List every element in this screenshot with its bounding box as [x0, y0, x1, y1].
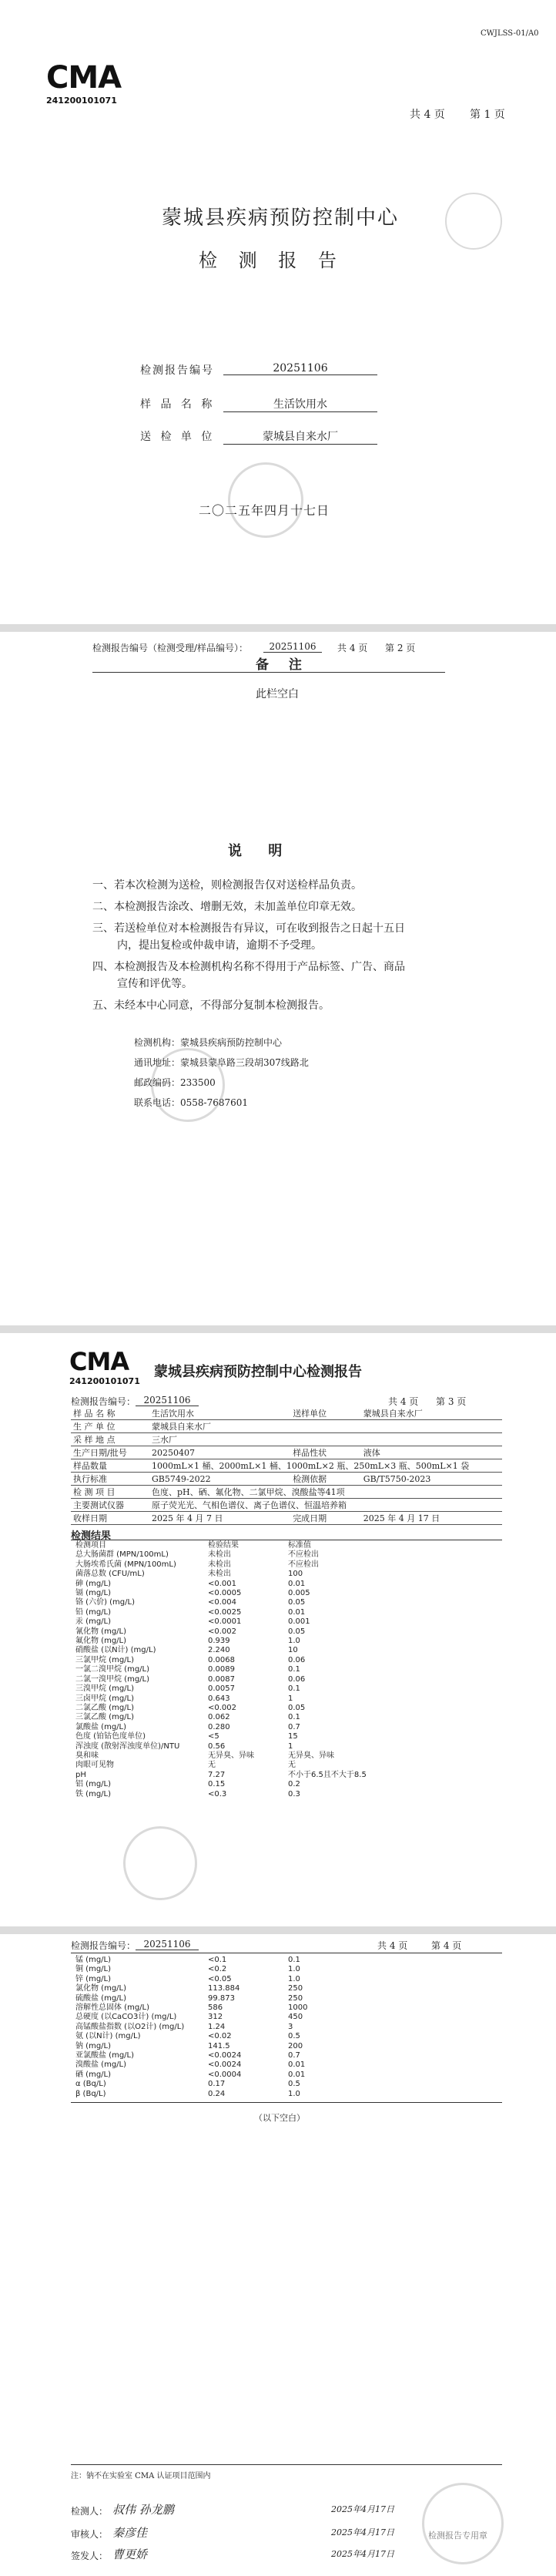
- result-value: 0.56: [208, 1741, 226, 1751]
- result-item: 铅 (mg/L): [75, 1607, 112, 1617]
- result-standard: 不小于6.5且不大于8.5: [288, 1770, 367, 1779]
- result-item: 铁 (mg/L): [75, 1789, 112, 1798]
- result-value: <0.02: [208, 2032, 232, 2041]
- field-value-submitter: 蒙城县自来水厂: [223, 428, 377, 445]
- result-value: <5: [208, 1732, 219, 1741]
- table-row: [74, 2080, 397, 2089]
- result-value: 7.27: [208, 1770, 226, 1779]
- result-item: 溴酸盐 (mg/L): [75, 2060, 127, 2070]
- result-item: 二氯乙酸 (mg/L): [75, 1703, 135, 1712]
- result-standard: 0.7: [288, 2051, 300, 2060]
- result-standard: 0.01: [288, 1579, 306, 1588]
- field-value-sample-name: 生活饮用水: [223, 396, 377, 412]
- result-value: <0.0024: [208, 2051, 242, 2060]
- result-value: 未检出: [208, 1560, 231, 1569]
- result-standard: 0.01: [288, 1607, 306, 1617]
- info-label: 完成日期: [290, 1512, 361, 1525]
- result-item: 三氯乙酸 (mg/L): [75, 1713, 135, 1722]
- info-value: 原子荧光光、气相色谱仪、离子色谱仪、恒温培养箱: [149, 1499, 502, 1512]
- result-value: 2.240: [208, 1646, 230, 1655]
- contact-org: 检测机构：蒙城县疾病预防控制中心: [134, 1037, 283, 1048]
- result-item: α (Bq/L): [75, 2080, 106, 2089]
- table-row: [74, 1994, 397, 2003]
- result-standard: 0.06: [288, 1655, 306, 1664]
- info-label: 执行标准: [71, 1473, 149, 1486]
- result-item: 溶解性总固体 (mg/L): [75, 2003, 150, 2013]
- info-row: [71, 1473, 502, 1486]
- header-standard: 标准值: [288, 1541, 311, 1550]
- result-value: 0.0057: [208, 1684, 235, 1694]
- result-value: 0.280: [208, 1722, 230, 1731]
- info-row: [71, 1512, 502, 1525]
- result-item: 铬 (六价) (mg/L): [75, 1598, 135, 1607]
- result-standard: 100: [288, 1570, 303, 1579]
- result-value: <0.3: [208, 1789, 227, 1798]
- sig-date-tester: 2025年4月17日: [331, 2504, 394, 2514]
- result-value: 141.5: [208, 2041, 230, 2050]
- result-item: 硒 (mg/L): [75, 2070, 112, 2079]
- table-row: [74, 1956, 397, 1965]
- result-standard: 0.5: [288, 2032, 300, 2041]
- cma-logo: [46, 60, 121, 106]
- result-value: <0.0024: [208, 2060, 242, 2070]
- result-value: <0.0001: [208, 1617, 242, 1627]
- info-label: 送样单位: [290, 1407, 361, 1420]
- result-standard: 250: [288, 1993, 303, 2003]
- result-standard: 1.0: [288, 1965, 300, 1974]
- result-standard: 0.1: [288, 1956, 300, 1964]
- results-page-1: [0, 1333, 556, 1926]
- result-value: <0.2: [208, 1965, 227, 1974]
- info-value: 液体: [361, 1446, 502, 1459]
- official-seal-page2: [151, 1048, 225, 1122]
- result-item: 三卤甲烷 (mg/L): [75, 1694, 135, 1703]
- table-row: [74, 2060, 397, 2070]
- result-item: 菌落总数 (CFU/mL): [75, 1570, 145, 1579]
- result-value: 0.939: [208, 1637, 230, 1646]
- result-item: 三氯甲烷 (mg/L): [75, 1655, 135, 1664]
- result-standard: 0.1: [288, 1684, 300, 1694]
- page4-total: 共 4 页: [377, 1940, 408, 1951]
- table-row: [74, 1694, 397, 1704]
- results-table-2: [74, 1956, 397, 2099]
- result-value: 0.0087: [208, 1674, 235, 1684]
- table-row: [74, 1675, 397, 1684]
- table-row: [74, 1656, 397, 1665]
- info-label: 样品数量: [71, 1459, 149, 1473]
- info-label: 生 产 单 位: [71, 1420, 149, 1433]
- header-result: 检验结果: [208, 1541, 239, 1550]
- info-row: [71, 1407, 502, 1420]
- sig-role-tester: 检测人：: [71, 2506, 109, 2517]
- info-value: GB5749-2022: [149, 1473, 290, 1486]
- result-item: 砷 (mg/L): [75, 1579, 112, 1588]
- table-row: [74, 1732, 397, 1741]
- remarks-page: [0, 632, 556, 1325]
- result-standard: 0.5: [288, 2080, 300, 2089]
- result-item: 一氯二溴甲烷 (mg/L): [75, 1665, 150, 1674]
- result-standard: 3: [288, 2022, 293, 2031]
- page3-total: 共 4 页: [388, 1396, 419, 1407]
- result-standard: 250: [288, 1984, 303, 1993]
- result-standard: 1.0: [288, 1974, 300, 1983]
- table-row: [74, 1589, 397, 1598]
- result-item: 汞 (mg/L): [75, 1617, 112, 1627]
- info-value: 2025 年 4 月 17 日: [361, 1512, 502, 1525]
- table-row: [74, 1570, 397, 1579]
- result-value: 0.062: [208, 1713, 230, 1722]
- sample-info-table: [71, 1407, 502, 1525]
- result-standard: 0.001: [288, 1617, 310, 1627]
- result-item: 总大肠菌群 (MPN/100mL): [75, 1550, 169, 1560]
- remark-text: 此栏空白: [256, 688, 299, 700]
- note-5: 五、未经本中心同意，不得部分复制本检测报告。: [92, 999, 330, 1012]
- info-label: 生产日期/批号: [71, 1446, 149, 1459]
- result-item: 氰化物 (mg/L): [75, 1627, 127, 1636]
- header-item: 检测项目: [75, 1541, 106, 1550]
- table-row: [74, 1580, 397, 1589]
- table-row: [74, 2023, 397, 2032]
- page4-table-end: [71, 2102, 502, 2103]
- table-row: [74, 1751, 397, 1761]
- result-standard: 0.005: [288, 1589, 310, 1598]
- report-date: 二〇二五年四月十七日: [199, 503, 330, 518]
- notes-title: 说 明: [228, 843, 293, 859]
- contact-phone: 联系电话：0558-7687601: [134, 1097, 249, 1108]
- result-value: 0.17: [208, 2080, 226, 2089]
- result-item: 高锰酸盐指数 (以O2计) (mg/L): [75, 2022, 185, 2031]
- result-value: 99.873: [208, 1993, 235, 2003]
- result-standard: 0.1: [288, 1665, 300, 1674]
- result-value: <0.05: [208, 1974, 232, 1983]
- result-item: 亚氯酸盐 (mg/L): [75, 2051, 135, 2060]
- page3-title: 蒙城县疾病预防控制中心检测报告: [154, 1364, 362, 1380]
- cma-mark-page3: CMA: [69, 1347, 129, 1376]
- result-item: 三溴甲烷 (mg/L): [75, 1684, 135, 1694]
- org-title: 蒙城县疾病预防控制中心: [162, 207, 400, 230]
- result-standard: 450: [288, 2013, 303, 2022]
- note-3-cont: 内，提出复检或仲裁申请，逾期不予受理。: [117, 939, 322, 952]
- cma-logo-page3: [69, 1347, 140, 1386]
- info-row: [71, 1459, 502, 1473]
- doc-title: 检 测 报 告: [199, 250, 344, 271]
- table-row: [74, 1608, 397, 1617]
- table-row: [74, 1665, 397, 1674]
- table-row: [74, 2090, 397, 2099]
- result-standard: 1: [288, 1741, 293, 1751]
- table-row: [74, 2013, 397, 2022]
- field-label-submitter: 送 检 单 位: [140, 431, 216, 443]
- result-standard: 1.0: [288, 2089, 300, 2098]
- info-value: 色度、pH、硒、氟化物、二氯甲烷、溴酸盐等41项: [149, 1486, 502, 1499]
- note-4-cont: 宣传和评优等。: [117, 978, 193, 990]
- result-item: 铝 (mg/L): [75, 1780, 112, 1789]
- table-row: [74, 1761, 397, 1770]
- footnote: 注：钠不在实验室 CMA 认证项目范围内: [71, 2472, 211, 2480]
- seal-page3: [123, 1826, 197, 1900]
- result-standard: 1000: [288, 2003, 308, 2013]
- table-row: [74, 2051, 397, 2060]
- result-standard: 1: [288, 1694, 293, 1703]
- result-standard: 无异臭、异味: [288, 1751, 334, 1760]
- info-row: [71, 1433, 502, 1446]
- table-row: [74, 1637, 397, 1646]
- table-row: [74, 1984, 397, 1993]
- table-row: [74, 2003, 397, 2013]
- table-row: [74, 1723, 397, 1732]
- info-value: 蒙城县自来水厂: [149, 1420, 502, 1433]
- sig-name-issuer: 曹更娇: [112, 2547, 148, 2561]
- result-value: 无异臭、异味: [208, 1751, 254, 1760]
- result-standard: 0.2: [288, 1780, 300, 1789]
- result-item: β (Bq/L): [75, 2089, 106, 2098]
- result-item: 总硬度 (以CaCO3计) (mg/L): [75, 2013, 177, 2022]
- results-title: 检测结果: [71, 1530, 112, 1542]
- table-row: [74, 1560, 397, 1570]
- table-row: [74, 1550, 397, 1560]
- result-item: 钠 (mg/L): [75, 2041, 112, 2050]
- result-value: 0.643: [208, 1694, 230, 1703]
- info-value: 20250407: [149, 1446, 290, 1459]
- table-row: [74, 2032, 397, 2041]
- sig-date-reviewer: 2025年4月17日: [331, 2527, 394, 2537]
- result-item: 铜 (mg/L): [75, 1965, 112, 1974]
- sig-role-reviewer: 审核人：: [71, 2529, 109, 2540]
- sig-name-reviewer: 秦彦佳: [112, 2526, 148, 2540]
- page3-report-label: 检测报告编号：: [71, 1396, 136, 1407]
- result-value: <0.0004: [208, 2070, 242, 2079]
- contact-address: 通讯地址：蒙城县蒙阜路三段胡307线路北: [134, 1057, 309, 1068]
- result-item: pH: [75, 1770, 86, 1779]
- result-value: 未检出: [208, 1550, 231, 1560]
- page4-report-label: 检测报告编号：: [71, 1940, 136, 1951]
- remark-divider: [92, 672, 445, 673]
- table-row: [74, 1975, 397, 1984]
- page2-report-no: 20251106: [263, 641, 322, 653]
- info-value: 1000mL×1 桶、2000mL×1 桶、1000mL×2 瓶、250mL×3 瓶、500mL×1 袋: [149, 1459, 502, 1473]
- info-value: GB/T5750-2023: [361, 1473, 502, 1486]
- page2-total: 共 4 页: [337, 643, 368, 653]
- sig-role-issuer: 签发人：: [71, 2551, 109, 2561]
- result-value: 312: [208, 2013, 223, 2022]
- table-row: [74, 1742, 397, 1751]
- result-value: 0.0068: [208, 1655, 235, 1664]
- note-4: 四、本检测报告及本检测机构名称不得用于产品标签、广告、商品: [92, 961, 405, 973]
- result-item: 肉眼可见物: [75, 1761, 114, 1770]
- field-value-report-no: 20251106: [223, 362, 377, 375]
- info-label: 检测依据: [290, 1473, 361, 1486]
- info-value: 2025 年 4 月 7 日: [149, 1512, 290, 1525]
- info-row: [71, 1420, 502, 1433]
- result-standard: 不应检出: [288, 1560, 319, 1569]
- end-of-table-text: （以下空白）: [254, 2113, 305, 2123]
- result-standard: 10: [288, 1646, 298, 1655]
- result-item: 锰 (mg/L): [75, 1956, 112, 1964]
- result-standard: 200: [288, 2041, 303, 2050]
- table-row: [74, 1617, 397, 1627]
- result-value: 1.24: [208, 2022, 226, 2031]
- info-label: 样 品 名 称: [71, 1407, 149, 1420]
- seal-top-right: [445, 193, 502, 250]
- result-standard: 无: [288, 1761, 296, 1770]
- table-row: [74, 2042, 397, 2051]
- table-row: [74, 1713, 397, 1722]
- result-value: <0.002: [208, 1627, 237, 1636]
- info-label: 主要测试仪器: [71, 1499, 149, 1512]
- table-row: [74, 2071, 397, 2080]
- result-standard: 0.1: [288, 1713, 300, 1722]
- table-row: [74, 1598, 397, 1607]
- result-standard: 0.01: [288, 2060, 306, 2070]
- note-1: 一、若本次检测为送检，则检测报告仅对送检样品负责。: [92, 879, 362, 892]
- result-standard: 不应检出: [288, 1550, 319, 1560]
- remark-title: 备 注: [256, 657, 310, 673]
- info-value: 生活饮用水: [149, 1407, 290, 1420]
- result-value: 586: [208, 2003, 223, 2013]
- result-value: <0.0025: [208, 1607, 242, 1617]
- info-label: 样品性状: [290, 1446, 361, 1459]
- result-value: <0.004: [208, 1598, 237, 1607]
- results-page-2: [0, 1934, 556, 2576]
- report-seal: [422, 2483, 504, 2564]
- sig-name-tester: 叔伟 孙龙鹏: [112, 2503, 174, 2517]
- result-standard: 0.01: [288, 2070, 306, 2079]
- result-value: 无: [208, 1761, 216, 1770]
- result-value: <0.0005: [208, 1589, 242, 1598]
- info-row: [71, 1446, 502, 1459]
- result-standard: 1.0: [288, 1637, 300, 1646]
- result-item: 硝酸盐 (以N计) (mg/L): [75, 1646, 156, 1655]
- result-value: 113.884: [208, 1984, 240, 1993]
- info-label: 检 测 项 目: [71, 1486, 149, 1499]
- info-label: 采 样 地 点: [71, 1433, 149, 1446]
- table-row: [74, 1790, 397, 1799]
- result-value: 0.15: [208, 1780, 226, 1789]
- result-standard: 15: [288, 1732, 298, 1741]
- cma-number-page3: 241200101071: [69, 1376, 140, 1386]
- page3-report-no: 20251106: [136, 1395, 199, 1406]
- result-item: 色度 (铂钴色度单位): [75, 1732, 146, 1741]
- table-row: [74, 1780, 397, 1789]
- footnote-divider: [71, 2464, 502, 2465]
- document-code: CWJLSS-01/A0: [481, 29, 539, 38]
- page3-number: 第 3 页: [436, 1396, 467, 1407]
- note-3: 三、若送检单位对本检测报告有异议，可在收到报告之日起十五日: [92, 922, 405, 935]
- info-label: 收样日期: [71, 1512, 149, 1525]
- contact-postcode: 邮政编码：233500: [134, 1077, 216, 1088]
- table-row: [74, 1771, 397, 1780]
- result-item: 大肠埃希氏菌 (MPN/100mL): [75, 1560, 176, 1569]
- result-item: 臭和味: [75, 1751, 99, 1760]
- info-value: 蒙城县自来水厂: [361, 1407, 502, 1420]
- result-value: <0.001: [208, 1579, 237, 1588]
- result-value: <0.1: [208, 1956, 227, 1964]
- cma-mark: CMA: [46, 60, 122, 96]
- sig-date-issuer: 2025年4月17日: [331, 2549, 394, 2559]
- result-standard: 0.3: [288, 1789, 300, 1798]
- report-seal-text: 检测报告专用章: [428, 2531, 487, 2541]
- table-row: [74, 1627, 397, 1637]
- field-label-sample-name: 样 品 名 称: [140, 398, 216, 411]
- table-row: [74, 1646, 397, 1655]
- result-item: 镉 (mg/L): [75, 1589, 112, 1598]
- note-2: 二、本检测报告涂改、增删无效，未加盖单位印章无效。: [92, 901, 362, 913]
- result-item: 硫酸盐 (mg/L): [75, 1993, 127, 2003]
- result-item: 浑浊度 (散射浑浊度单位)/NTU: [75, 1741, 180, 1751]
- info-row: [71, 1499, 502, 1512]
- results-table-1: [74, 1541, 397, 1799]
- result-item: 氨 (以N计) (mg/L): [75, 2032, 141, 2041]
- official-seal: [228, 462, 303, 538]
- table-row: [74, 1965, 397, 1974]
- result-standard: 0.05: [288, 1627, 306, 1636]
- report-cover-page: [0, 0, 556, 624]
- result-standard: 0.06: [288, 1674, 306, 1684]
- table-row: [74, 1684, 397, 1694]
- page-total: 共 4 页: [410, 109, 445, 121]
- info-row: [71, 1486, 502, 1499]
- result-value: 0.0089: [208, 1665, 235, 1674]
- result-item: 二氯一溴甲烷 (mg/L): [75, 1674, 150, 1684]
- result-value: 0.24: [208, 2089, 226, 2098]
- result-item: 锌 (mg/L): [75, 1974, 112, 1983]
- result-item: 氟化物 (mg/L): [75, 1637, 127, 1646]
- result-item: 氯化物 (mg/L): [75, 1984, 127, 1993]
- page4-report-no: 20251106: [136, 1939, 199, 1950]
- result-item: 氯酸盐 (mg/L): [75, 1722, 127, 1731]
- info-value: 三水厂: [149, 1433, 502, 1446]
- result-standard: 0.7: [288, 1722, 300, 1731]
- result-standard: 0.05: [288, 1703, 306, 1712]
- field-label-report-no: 检测报告编号: [140, 364, 214, 377]
- cma-number: 241200101071: [46, 96, 117, 106]
- page2-header-label: 检测报告编号（检测受理/样品编号）：: [92, 643, 249, 653]
- table-row: [74, 1704, 397, 1713]
- page4-number: 第 4 页: [431, 1940, 462, 1951]
- page2-number: 第 2 页: [385, 643, 416, 653]
- page-number: 第 1 页: [470, 109, 505, 121]
- result-value: 未检出: [208, 1570, 231, 1579]
- result-value: <0.002: [208, 1703, 237, 1712]
- result-standard: 0.05: [288, 1598, 306, 1607]
